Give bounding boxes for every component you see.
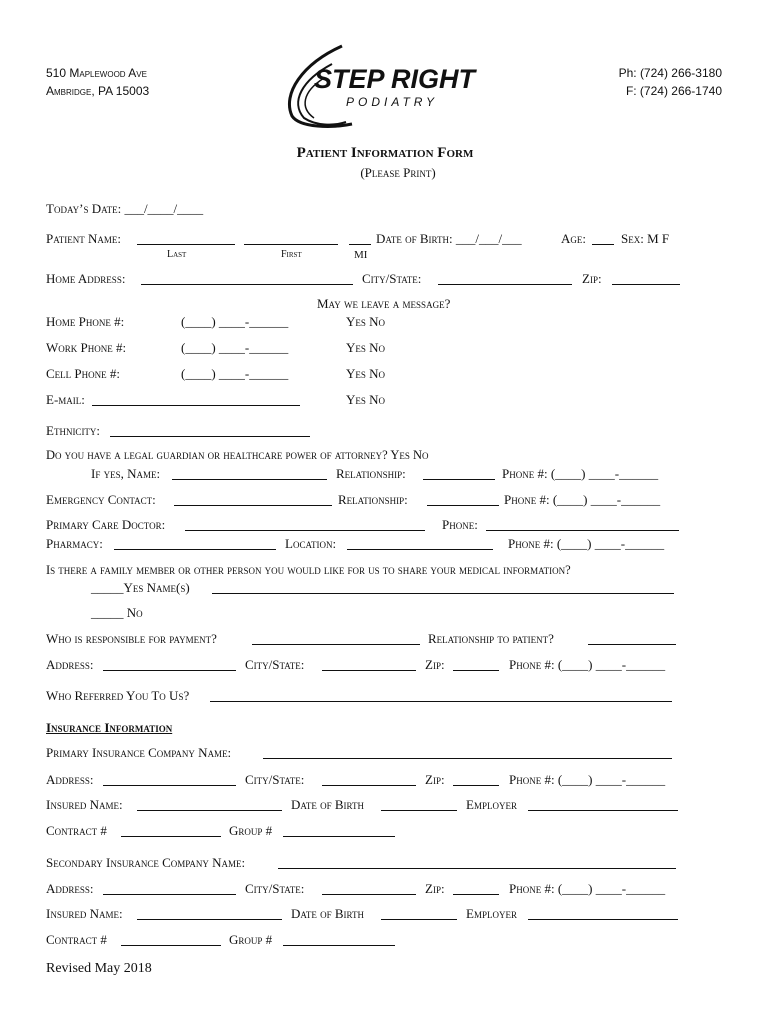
secondary-insured-dob-field[interactable] [381,907,457,920]
guardian-phone[interactable]: Phone #: (____) ____-______ [502,466,659,481]
first-caption: First [281,249,302,260]
city-state-label: City/State: [362,271,422,286]
revision-note: Revised May 2018 [46,961,152,976]
home-address-label: Home Address: [46,271,126,286]
payer-zip-label: Zip: [425,657,445,672]
guardian-question[interactable]: Do you have a legal guardian or healthcare power of attorney? Yes No [46,448,429,462]
home-phone-message-yes-no[interactable]: Yes No [346,314,386,329]
work-phone-label: Work Phone #: [46,340,127,355]
primary-care-field[interactable] [185,518,425,531]
pharmacy-phone[interactable]: Phone #: (____) ____-______ [508,536,665,551]
share-yes-names-label[interactable]: _____Yes Name(s) [91,580,190,595]
payer-city-state-label: City/State: [245,657,305,672]
primary-group-field[interactable] [283,824,395,837]
primary-insured-dob-field[interactable] [381,798,457,811]
message-question: May we leave a message? [317,296,451,311]
zip-field[interactable] [612,272,680,285]
form-subtitle: (Please Print) [360,165,436,180]
primary-insured-name-label: Insured Name: [46,797,123,812]
primary-care-label: Primary Care Doctor: [46,517,166,532]
primary-ins-address-field[interactable] [103,773,236,786]
share-no[interactable]: _____ No [91,605,143,620]
primary-insured-dob-label: Date of Birth [291,797,365,812]
last-name-field[interactable] [137,232,235,245]
sex-label[interactable]: Sex: M F [621,231,670,246]
city-state-field[interactable] [438,272,572,285]
clinic-phone: Ph: (724) 266-3180 [618,66,722,80]
logo-sub-text: PODIATRY [346,95,439,109]
first-name-field[interactable] [244,232,338,245]
secondary-ins-city-state-label: City/State: [245,881,305,896]
form-title: Patient Information Form [296,145,474,161]
who-responsible-label: Who is responsible for payment? [46,631,217,646]
emergency-relationship-field[interactable] [427,493,499,506]
home-address-field[interactable] [141,272,353,285]
secondary-contract-field[interactable] [121,933,221,946]
secondary-insurance-label: Secondary Insurance Company Name: [46,855,246,870]
primary-contract-label: Contract # [46,823,107,838]
secondary-ins-address-label: Address: [46,881,94,896]
home-phone-field[interactable]: (____) ____-______ [181,314,289,329]
primary-ins-city-state-label: City/State: [245,772,305,787]
address-line2: Ambridge, PA 15003 [46,84,150,98]
secondary-ins-city-state-field[interactable] [322,882,416,895]
payer-zip-field[interactable] [453,658,499,671]
guardian-relationship-field[interactable] [423,467,495,480]
pharmacy-label: Pharmacy: [46,536,103,551]
secondary-insured-name-label: Insured Name: [46,906,123,921]
email-field[interactable] [92,393,300,406]
email-message-yes-no[interactable]: Yes No [346,392,386,407]
age-field[interactable] [592,232,614,245]
zip-label: Zip: [582,271,602,286]
pharmacy-location-field[interactable] [347,537,493,550]
guardian-name-field[interactable] [172,467,327,480]
secondary-ins-zip-label: Zip: [425,881,445,896]
last-caption: Last [167,249,187,260]
secondary-insured-name-field[interactable] [137,907,282,920]
primary-insurance-label: Primary Insurance Company Name: [46,745,232,760]
cell-phone-label: Cell Phone #: [46,366,121,381]
primary-employer-label: Employer [466,797,517,812]
pharmacy-location-label: Location: [285,536,337,551]
work-phone-message-yes-no[interactable]: Yes No [346,340,386,355]
secondary-insurance-field[interactable] [278,856,676,869]
patient-name-label: Patient Name: [46,231,121,246]
emergency-relationship-label: Relationship: [338,492,408,507]
secondary-contract-label: Contract # [46,932,107,947]
payer-phone[interactable]: Phone #: (____) ____-______ [509,657,666,672]
address-line1: 510 Maplewood Ave [46,66,147,80]
primary-ins-phone[interactable]: Phone #: (____) ____-______ [509,772,666,787]
who-referred-label: Who Referred You To Us? [46,688,190,703]
relationship-patient-field[interactable] [588,632,676,645]
secondary-group-field[interactable] [283,933,395,946]
clinic-address [46,64,149,100]
emergency-phone[interactable]: Phone #: (____) ____-______ [504,492,661,507]
share-names-field[interactable] [212,581,674,594]
pharmacy-field[interactable] [114,537,276,550]
secondary-employer-field[interactable] [528,907,678,920]
ethnicity-field[interactable] [110,424,310,437]
primary-ins-zip-field[interactable] [453,773,499,786]
secondary-employer-label: Employer [466,906,517,921]
payer-city-state-field[interactable] [322,658,416,671]
secondary-group-label: Group # [229,932,273,947]
secondary-ins-address-field[interactable] [103,882,236,895]
payer-address-label: Address: [46,657,94,672]
primary-care-phone-label: Phone: [442,517,478,532]
primary-insured-name-field[interactable] [137,798,282,811]
if-yes-name-label: If yes, Name: [91,466,161,481]
secondary-insured-dob-label: Date of Birth [291,906,365,921]
dob-label[interactable]: Date of Birth: ___/___/___ [376,231,522,246]
step-right-logo [272,44,482,130]
cell-phone-message-yes-no[interactable]: Yes No [346,366,386,381]
primary-ins-city-state-field[interactable] [322,773,416,786]
payer-address-field[interactable] [103,658,236,671]
secondary-ins-phone[interactable]: Phone #: (____) ____-______ [509,881,666,896]
age-label: Age: [561,231,586,246]
clinic-contact [619,64,722,100]
insurance-heading: Insurance Information [46,720,173,735]
primary-care-phone-field[interactable] [486,518,679,531]
mi-caption: MI [354,249,368,261]
primary-contract-field[interactable] [121,824,221,837]
cell-phone-field[interactable]: (____) ____-______ [181,366,289,381]
clinic-fax: F: (724) 266-1740 [625,84,722,98]
who-responsible-field[interactable] [252,632,420,645]
home-phone-label: Home Phone #: [46,314,125,329]
primary-ins-zip-label: Zip: [425,772,445,787]
secondary-ins-zip-field[interactable] [453,882,499,895]
share-question: Is there a family member or other person you would like for us to share your medical information? [46,563,571,577]
primary-employer-field[interactable] [528,798,678,811]
guardian-relationship-label: Relationship: [336,466,406,481]
emergency-contact-field[interactable] [174,493,332,506]
primary-group-label: Group # [229,823,273,838]
primary-insurance-field[interactable] [263,746,672,759]
emergency-contact-label: Emergency Contact: [46,492,156,507]
ethnicity-label: Ethnicity: [46,423,101,438]
mi-field[interactable] [349,232,371,245]
primary-ins-address-label: Address: [46,772,94,787]
who-referred-field[interactable] [210,689,672,702]
logo-main-text: STEP RIGHT [314,64,476,94]
work-phone-field[interactable]: (____) ____-______ [181,340,289,355]
relationship-patient-label: Relationship to patient? [428,631,554,646]
email-label: E-mail: [46,392,85,407]
todays-date-label[interactable]: Today’s Date: ___/____/____ [46,201,204,216]
